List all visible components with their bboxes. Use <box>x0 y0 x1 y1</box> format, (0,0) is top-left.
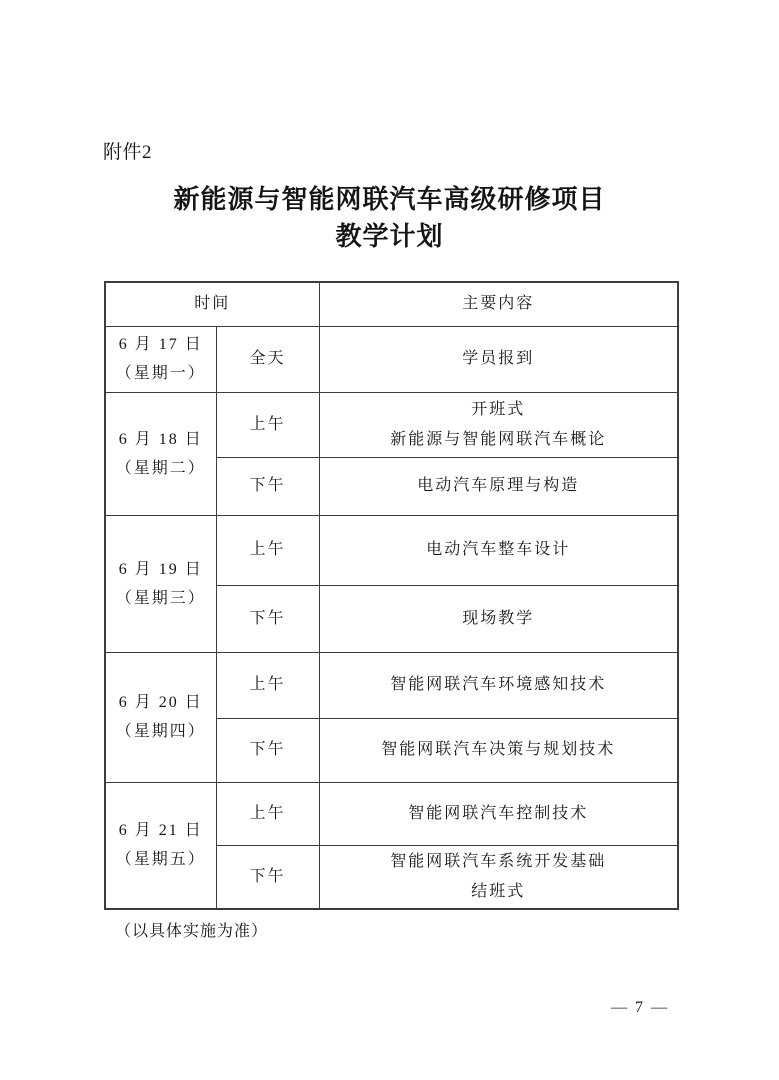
weekday-text: （星期四） <box>115 723 206 740</box>
table-row-jun18-am <box>105 392 678 457</box>
date-text: 6 月 21 日 <box>118 822 203 840</box>
content-line: 结班式 <box>471 882 526 900</box>
table-header-row <box>105 282 678 326</box>
date-text: 6 月 20 日 <box>118 694 203 711</box>
header-content: 主要内容 <box>319 282 678 326</box>
date-cell-6-19 <box>105 515 216 652</box>
content-cell: 智能网联汽车决策与规划技术 <box>319 718 678 782</box>
header-time: 时间 <box>105 282 319 326</box>
document-title-line2: 教学计划 <box>335 222 444 251</box>
page-number: — 7 — <box>611 999 669 1016</box>
content-line: 开班式 <box>471 400 526 418</box>
date-cell-6-18 <box>105 392 216 515</box>
period-cell: 下午 <box>216 845 319 909</box>
content-line: 新能源与智能网联汽车概论 <box>390 430 607 448</box>
weekday-text: （星期二） <box>115 459 206 477</box>
period-cell: 全天 <box>216 326 319 392</box>
schedule-table <box>104 281 679 910</box>
date-cell-6-17 <box>105 326 216 392</box>
date-text: 6 月 19 日 <box>118 560 203 578</box>
table-row-jun19-am <box>105 515 678 585</box>
date-text: 6 月 17 日 <box>118 336 203 353</box>
period-cell: 上午 <box>216 652 319 718</box>
content-cell: 智能网联汽车控制技术 <box>319 782 678 845</box>
document-title-line1: 新能源与智能网联汽车高级研修项目 <box>173 185 606 214</box>
content-line: 智能网联汽车系统开发基础 <box>390 852 607 870</box>
period-cell: 下午 <box>216 457 319 515</box>
content-cell: 学员报到 <box>319 326 678 392</box>
table-row-jun21-am <box>105 782 678 845</box>
date-cell-6-21 <box>105 782 216 909</box>
weekday-text: （星期三） <box>115 589 206 607</box>
content-cell: 电动汽车整车设计 <box>319 515 678 585</box>
table-row-jun17-allday <box>105 326 678 392</box>
content-cell: 现场教学 <box>319 585 678 652</box>
period-cell: 上午 <box>216 392 319 457</box>
content-cell <box>319 392 678 457</box>
period-cell: 下午 <box>216 718 319 782</box>
content-cell: 电动汽车原理与构造 <box>319 457 678 515</box>
period-cell: 上午 <box>216 515 319 585</box>
table-row-jun20-am <box>105 652 678 718</box>
weekday-text: （星期五） <box>115 851 206 869</box>
period-cell: 下午 <box>216 585 319 652</box>
period-cell: 上午 <box>216 782 319 845</box>
attachment-label: 附件2 <box>103 142 153 163</box>
date-text: 6 月 18 日 <box>118 430 203 448</box>
content-cell <box>319 845 678 909</box>
footnote: （以具体实施为准） <box>115 923 269 940</box>
weekday-text: （星期一） <box>115 365 206 382</box>
date-cell-6-20 <box>105 652 216 782</box>
content-cell: 智能网联汽车环境感知技术 <box>319 652 678 718</box>
